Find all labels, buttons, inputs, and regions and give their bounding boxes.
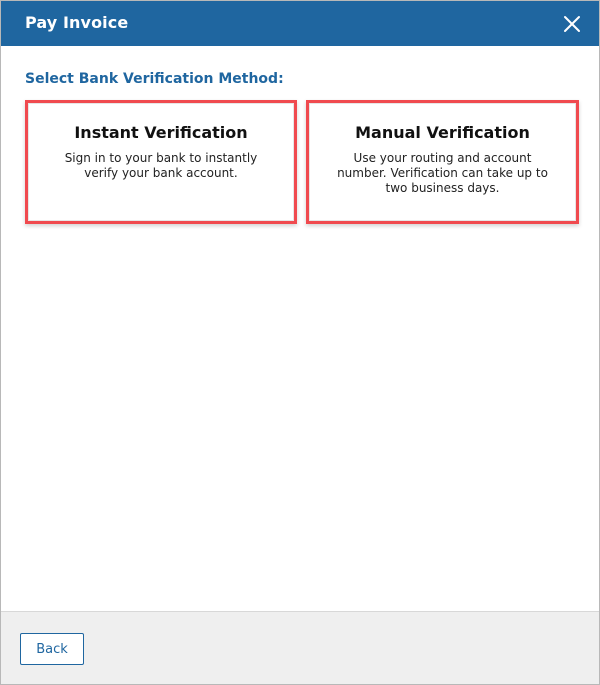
manual-verification-title: Manual Verification — [355, 123, 530, 142]
close-icon — [561, 13, 583, 35]
verification-method-heading: Select Bank Verification Method: — [25, 71, 284, 87]
dialog-title: Pay Invoice — [25, 13, 129, 32]
instant-verification-description: Sign in to your bank to instantly verify your bank account. — [64, 151, 258, 180]
dialog-header — [1, 1, 599, 46]
instant-verification-option[interactable] — [25, 100, 297, 224]
dialog-footer — [1, 611, 599, 685]
instant-verification-title: Instant Verification — [74, 123, 248, 142]
manual-verification-description: Use your routing and account number. Verification can take up to two business days. — [337, 151, 548, 195]
back-button[interactable]: Back — [20, 633, 84, 665]
close-button[interactable] — [561, 13, 583, 35]
manual-verification-option[interactable] — [306, 100, 579, 224]
